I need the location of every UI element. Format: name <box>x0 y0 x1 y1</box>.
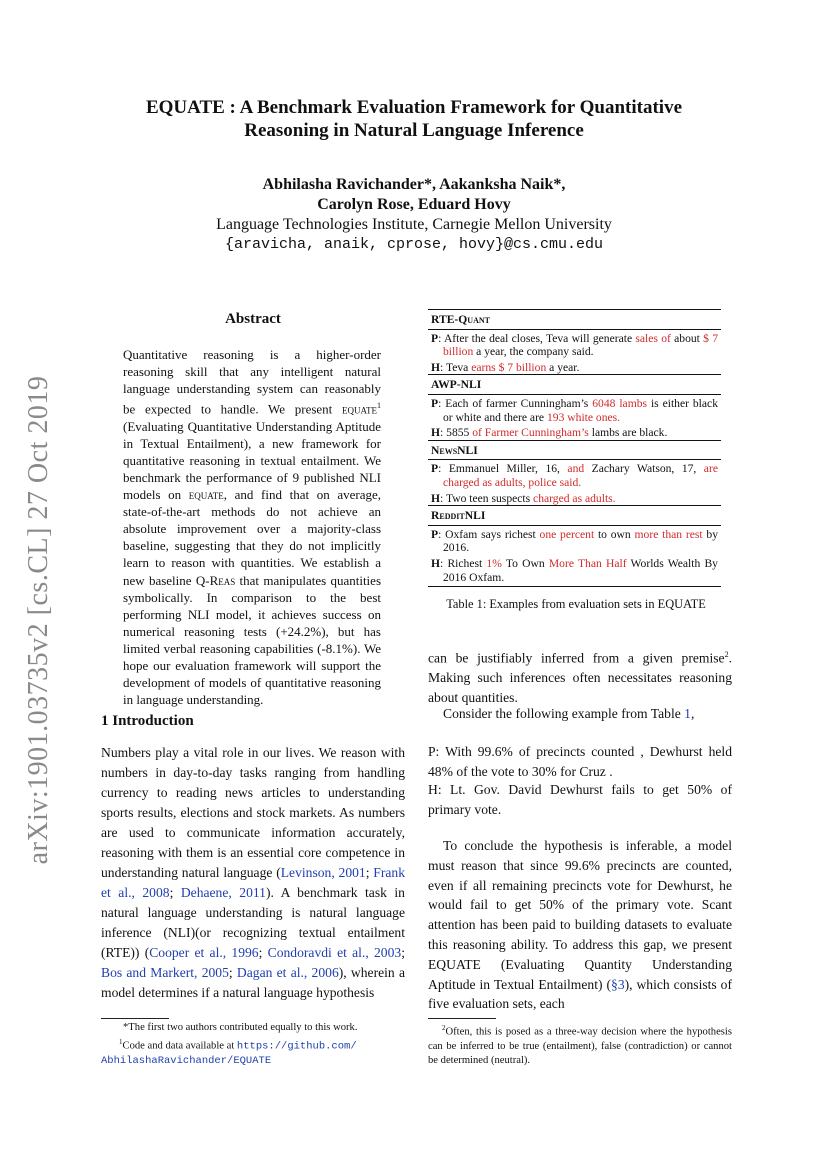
premise-line: P: After the deal closes, Teva will generate sales of about $ 7 billion a year, the company said. <box>431 331 718 359</box>
premise-label: P <box>431 462 439 476</box>
citation-link[interactable]: Dagan et al., 2006 <box>236 965 339 980</box>
author-emails: {aravicha, anaik, cprose, hovy}@cs.cmu.edu <box>224 236 604 253</box>
example-text: lambs are black. <box>591 426 668 440</box>
abstract-text-2: (Evaluating Quantitative Understanding Aptitude in Textual Entailment), a new framework for quantitative reasoning in textual entailment. We benchmark the performance of 9 published NLI models on <box>123 418 381 503</box>
example-text: is either black or white and there are <box>443 396 718 424</box>
footnote-2-text: Often, this is posed as a three-way decision where the hypothesis can be inferred to be true (entailment), false (contradiction) or cannot be determined (neutral). <box>428 1026 732 1066</box>
quantity-highlight: of Farmer Cunningham’s <box>469 426 592 440</box>
footnote-1-text: Code and data available at <box>122 1040 237 1052</box>
author-block <box>0 175 828 255</box>
citation-separator: ; <box>365 865 374 880</box>
citation-separator: ; <box>228 965 237 980</box>
quantity-highlight: sales of <box>635 331 671 345</box>
para1-text: can be justifiably inferred from a given premise <box>428 650 725 666</box>
citation-link[interactable]: Dehaene, 2011 <box>180 885 266 900</box>
abstract-text-3: , and find that on average, state-of-the-art methods do not achieve an absolute improvement over a majority-class baseline, suggesting that they do not implicitly learn to reason with quantities. We establish a new baseline Q- <box>123 487 381 588</box>
para2-text: Consider the following example from Table <box>443 706 685 721</box>
section-ref-link[interactable]: §3 <box>611 976 625 992</box>
table-caption: Table 1: Examples from evaluation sets in EQUATE <box>446 597 706 611</box>
quantity-highlight: 1% <box>486 556 502 570</box>
hypothesis-line: H: 5855 of Farmer Cunningham’s lambs are black. <box>431 426 668 440</box>
right-column-para-1 <box>428 645 732 708</box>
example-text: Teva <box>445 360 472 374</box>
footnote-2 <box>428 1021 732 1068</box>
quantity-highlight: and <box>559 462 592 476</box>
citation-separator: ; <box>169 885 181 900</box>
footnote-mark: 1 <box>119 1038 123 1046</box>
quantity-highlight: 6048 lambs <box>592 396 648 410</box>
abstract-text-1: Quantitative reasoning is a higher-order reasoning skill that any intelligent natural language understanding system can reasonably be expected to handle. We present <box>123 347 381 417</box>
intro-text-2: ). A benchmark task in natural language understanding is natural language inference (NLI)(or recognizing textual entailment (RTE)) ( <box>101 885 405 960</box>
footnote-mark-1: 1 <box>377 401 381 411</box>
table-section-header: AWP-NLI <box>428 375 721 395</box>
example-text: a year. <box>546 360 580 374</box>
example-text: Worlds Wealth By 2016 Oxfam. <box>443 556 718 584</box>
paper-title <box>0 96 828 142</box>
premise-label: P <box>431 331 439 345</box>
footnote-mark-2: 2 <box>724 650 729 659</box>
example-text: a year, the company said. <box>473 345 594 359</box>
arxiv-stamp-text: arXiv:1901.03735v2 [cs.CL] 27 Oct 2019 <box>23 375 54 865</box>
citation-link[interactable]: Levinson, 2001 <box>280 865 366 880</box>
table-ref-link[interactable]: 1 <box>684 706 691 721</box>
title-line-1: EQUATE : A Benchmark Evaluation Framework for Quantitative <box>145 97 683 118</box>
footnote-rule-right <box>428 1018 496 1019</box>
affiliation: Language Technologies Institute, Carnegie Mellon University <box>216 216 612 233</box>
example-text: Emmanuel Miller, 16, <box>448 462 560 476</box>
para3-text-2: ), which consists of five evaluation sets, each <box>428 976 733 1012</box>
introduction-body <box>101 743 405 1003</box>
footnote-star: *The first two authors contributed equally to this work. <box>123 1022 358 1033</box>
para2-text-2: , <box>690 706 695 721</box>
table-section-header: RedditNLI <box>428 506 721 526</box>
premise-line: P: Oxfam says richest one percent to own more than rest by 2016. <box>431 527 718 555</box>
hypothesis-label: H <box>431 426 441 440</box>
intro-text-1: Numbers play a vital role in our lives. We reason with numbers in day-to-day tasks ranging from handling currency to reading news articles to understanding sports results, elections and stock markets. As numbers are used to communicate information accurately, reasoning with them is an essential core competence in understanding natural language ( <box>101 745 405 880</box>
example-text: Zachary Watson, 17, <box>591 462 697 476</box>
hypothesis-label: H <box>431 556 441 570</box>
example-text: to own <box>594 527 635 541</box>
premise-line: P: Emmanuel Miller, 16, and Zachary Watson, 17, are charged as adults, police said. <box>431 462 718 489</box>
intro-text-3: ), wherein a model determines if a natural language hypothesis <box>101 965 405 1000</box>
para3-text: To conclude the hypothesis is inferable, a model must reason that since 99.6% precincts are counted, even if all remaining precincts vote for Dewhurst, he would fail to get 50% of the primary vote. Scant attention has been paid to building datasets to evaluate this reasoning ability. To address this gap, we present EQUATE (Evaluating Quantity Understanding Aptitude in Textual Entailment) ( <box>428 838 732 992</box>
right-column-para-2 <box>428 704 732 724</box>
example-text: about <box>670 331 704 345</box>
citation-link[interactable]: Bos and Markert, 2005 <box>101 965 229 980</box>
abstract-heading: Abstract <box>225 311 281 327</box>
quantity-highlight: are charged as adults, police said. <box>443 462 718 489</box>
hypothesis-line: H: Richest 1% To Own More Than Half Worlds Wealth By 2016 Oxfam. <box>431 556 718 584</box>
author-line-1: Abhilasha Ravichander*, Aakanksha Naik*, <box>262 176 566 193</box>
example-text: Richest <box>447 556 487 570</box>
table-section-header: RTE-Quant <box>428 310 721 330</box>
hypothesis-line: H: Two teen suspects charged as adults. <box>431 491 616 505</box>
quantity-highlight: more than rest <box>634 527 703 541</box>
hypothesis-label: H <box>431 360 441 374</box>
para1-text-2: . Making such inferences often necessitates reasoning about quantities. <box>428 650 732 706</box>
example-hypothesis: H: Lt. Gov. David Dewhurst fails to get 50% of primary vote. <box>428 782 732 817</box>
quantity-highlight: $ 7 billion <box>443 331 718 359</box>
citation-separator: ; <box>258 945 268 960</box>
example-premise: P: With 99.6% of precincts counted , Dewhurst held 48% of the vote to 30% for Cruz . <box>428 744 732 779</box>
quantity-highlight: earns $ 7 billion <box>471 360 547 374</box>
example-text: Each of farmer Cunningham’s <box>445 396 593 410</box>
citation-link[interactable]: Condoravdi et al., 2003 <box>267 945 402 960</box>
abstract-equate: equate <box>342 401 377 417</box>
example-text: To Own <box>501 556 549 570</box>
footnote-1 <box>101 1035 405 1054</box>
citation-separator: ; <box>401 945 405 960</box>
example-text: 5855 <box>446 426 470 440</box>
right-column-para-3 <box>428 836 732 1014</box>
footnote-mark: 2 <box>442 1024 446 1032</box>
premise-line: P: Each of farmer Cunningham’s 6048 lambs is either black or white and there are 193 white ones. <box>431 396 718 424</box>
footnote-1-url-part-1[interactable]: https://github.com/ <box>236 1040 357 1053</box>
example-text: After the deal closes, Teva will generate <box>443 331 636 345</box>
premise-label: P <box>431 527 439 541</box>
arxiv-stamp <box>14 370 64 870</box>
abstract-body <box>123 346 381 708</box>
footnotes-left <box>101 1021 405 1068</box>
citation-link[interactable]: Cooper et al., 1996 <box>149 945 259 960</box>
hypothesis-label: H <box>431 491 441 505</box>
abstract-text-4: that manipulates quantities symbolically. In comparison to the best performing NLI model, it achieves success on numerical reasoning tests (+24.2%), but has limited verbal reasoning capabilities (-8.1%). We hope our evaluation framework will support the development of models of quantitative reasoning in language understanding. <box>123 572 381 708</box>
example-text: by 2016. <box>443 527 718 555</box>
author-line-2: Carolyn Rose, Eduard Hovy <box>317 196 511 213</box>
abstract-equate-2: equate <box>188 487 224 503</box>
example-text: Oxfam says richest <box>445 527 540 541</box>
hypothesis-line: H: Teva earns $ 7 billion a year. <box>431 360 580 374</box>
section-heading-introduction: 1 Introduction <box>101 713 194 729</box>
citation-link[interactable]: Frank et al., 2008 <box>101 865 406 900</box>
title-line-2: Reasoning in Natural Language Inference <box>244 120 584 141</box>
footnote-rule-left <box>101 1018 169 1019</box>
example-text: Two teen suspects <box>445 491 531 505</box>
examples-table <box>428 309 721 587</box>
table-section-header: NewsNLI <box>428 440 721 460</box>
abstract-reas: Reas <box>209 572 236 588</box>
quantity-highlight: one percent <box>539 527 595 541</box>
footnote-1-url-part-2[interactable]: AbhilashaRavichander/EQUATE <box>101 1054 272 1067</box>
quantity-highlight: charged as adults. <box>530 491 616 505</box>
quantity-highlight: 193 white ones. <box>546 410 621 424</box>
quantity-highlight: More Than Half <box>548 556 627 570</box>
premise-label: P <box>431 396 439 410</box>
